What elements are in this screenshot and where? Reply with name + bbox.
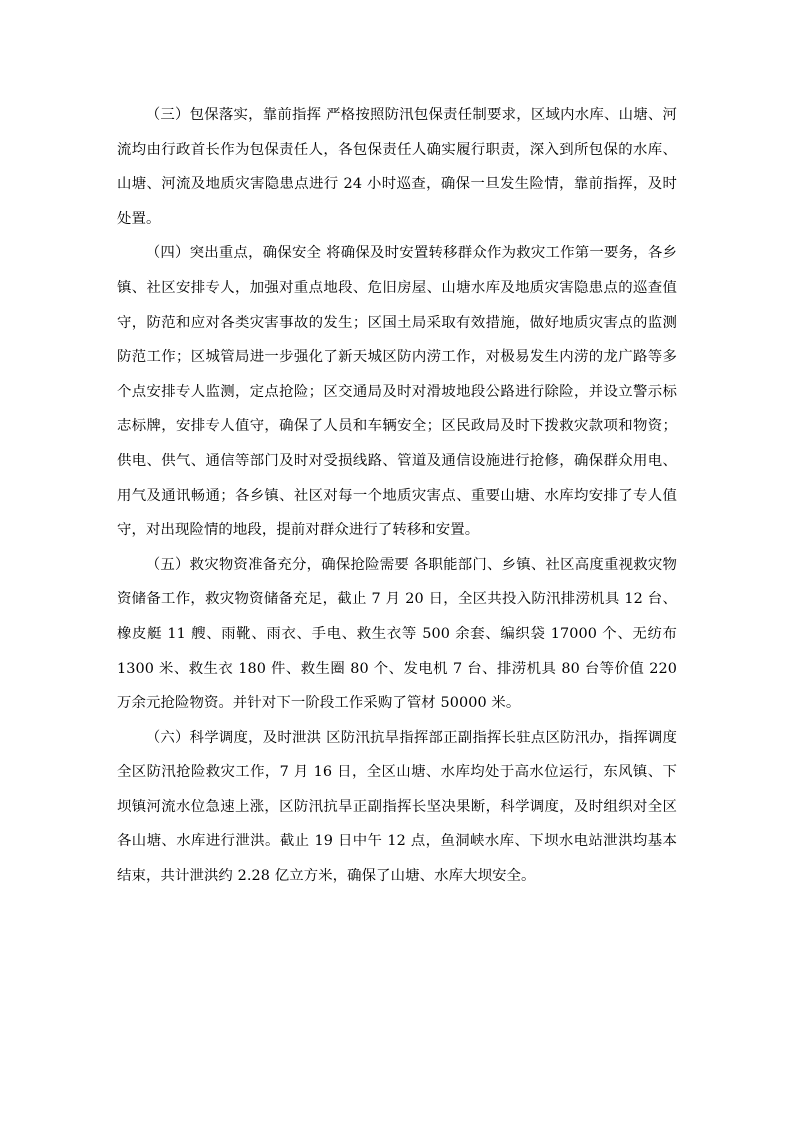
document-body — [117, 98, 677, 894]
paragraph-flood-discharge: （六）科学调度，及时泄洪 区防汛抗旱指挥部正副指挥长驻点区防汛办，指挥调度全区防汛抢险救灾工作，7 月 16 日，全区山塘、水库均处于高水位运行，东风镇、下坝镇河流水位急速上涨，区防汛抗旱正副指挥长坚决果断，科学调度，及时组织对全区各山塘、水库进行泄洪。截止 19 日中午 12 点，鱼洞峡水库、下坝水电站泄洪均基本结束，共计泄洪约 2.28 亿立方米，确保了山塘、水库大坝安全。 — [117, 729, 677, 885]
paragraph-supplies: （五）救灾物资准备充分，确保抢险需要 各职能部门、乡镇、社区高度重视救灾物资储备工作，救灾物资储备充足，截止 7 月 20 日，全区共投入防汛排涝机具 12 台、橡皮艇 11 艘、雨靴、雨衣、手电、救生衣等 500 余套、编织袋 17000 个、无纺布 1300 米、救生衣 180 件、救生圈 80 个、发电机 7 台、排涝机具 80 台等价值 220 万余元抢险物资。并针对下一阶段工作采购了管材 50000 米。 — [117, 556, 677, 712]
paragraph-responsibility: （三）包保落实，靠前指挥 严格按照防汛包保责任制要求，区域内水库、山塘、河流均由行政首长作为包保责任人，各包保责任人确实履行职责，深入到所包保的水库、山塘、河流及地质灾害隐患点进行 24 小时巡查，确保一旦发生险情，靠前指挥，及时处置。 — [117, 107, 677, 227]
paragraph-key-points: （四）突出重点，确保安全 将确保及时安置转移群众作为救灾工作第一要务，各乡镇、社区安排专人，加强对重点地段、危旧房屋、山塘水库及地质灾害隐患点的巡查值守，防范和应对各类灾害事故的发生；区国土局采取有效措施，做好地质灾害点的监测防范工作；区城管局进一步强化了新天城区防内涝工作，对极易发生内涝的龙广路等多个点安排专人监测，定点抢险；区交通局及时对滑坡地段公路进行除险，并设立警示标志标牌，安排专人值守，确保了人员和车辆安全；区民政局及时下拨救灾款项和物资；供电、供气、通信等部门及时对受损线路、管道及通信设施进行抢修，确保群众用电、用气及通讯畅通；各乡镇、社区对每一个地质灾害点、重要山塘、水库均安排了专人值守，对出现险情的地段，提前对群众进行了转移和安置。 — [117, 245, 677, 539]
